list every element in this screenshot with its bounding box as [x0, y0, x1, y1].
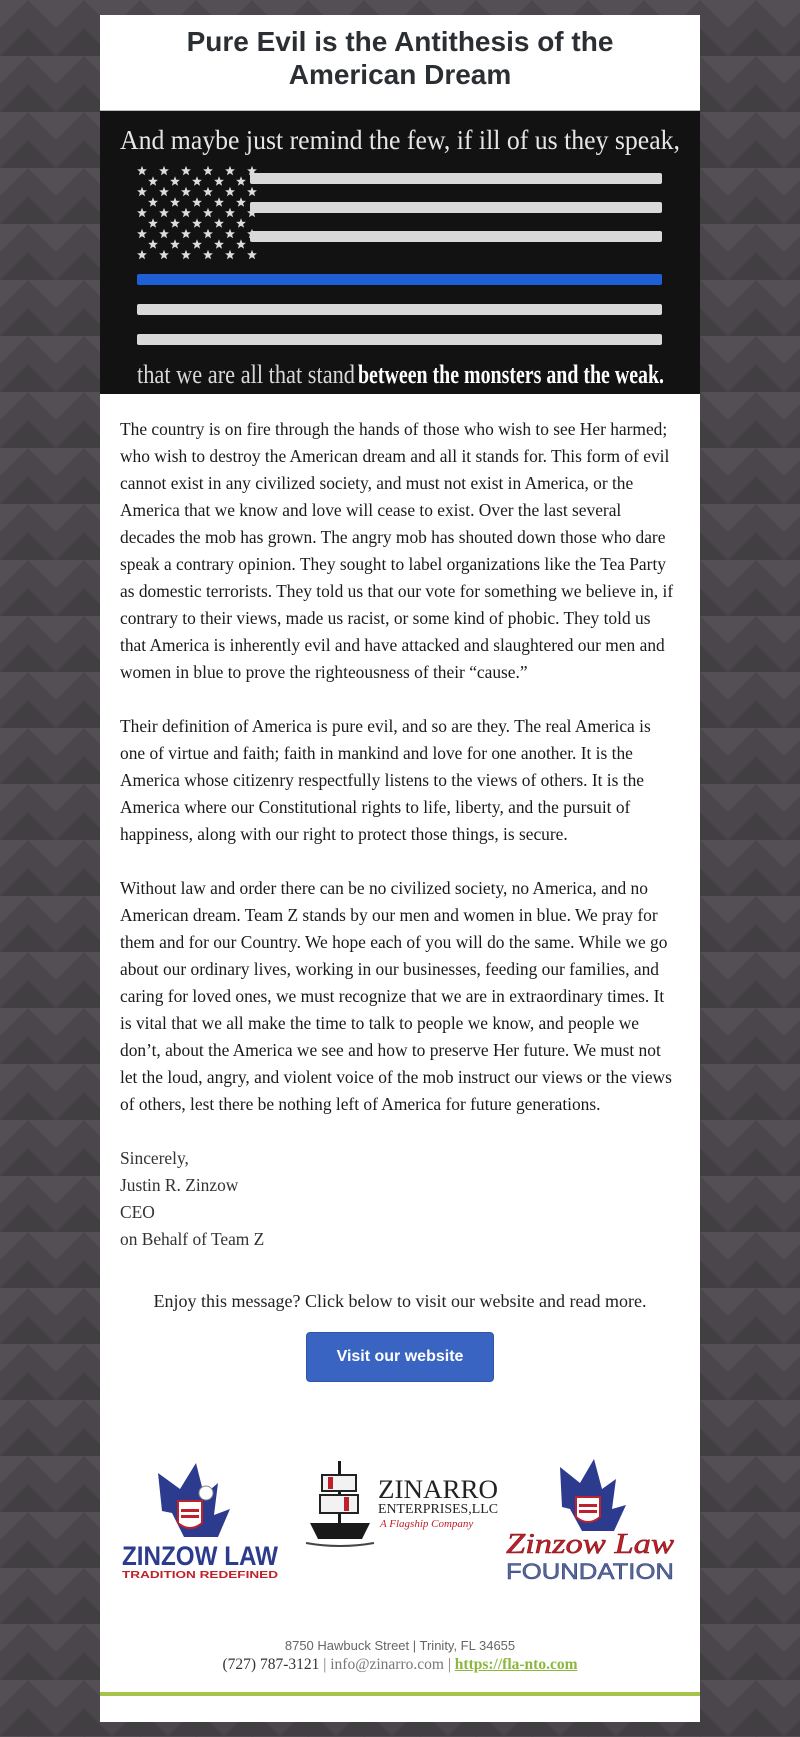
footer	[100, 1637, 700, 1675]
footer-accent-rule	[100, 1692, 700, 1696]
signature-block	[120, 1145, 680, 1253]
banner-bottom-quote-b: between the monsters and the weak.	[358, 360, 664, 389]
footer-address: 8750 Hawbuck Street | Trinity, FL 34655	[284, 1638, 516, 1653]
eagle-shield-icon	[560, 1459, 626, 1531]
cta-text: Enjoy this message? Click below to visit our website and read more.	[153, 1291, 647, 1311]
email-card	[100, 15, 700, 1722]
foundation-sub: FOUNDATION	[506, 1559, 674, 1584]
article-body	[100, 394, 700, 1382]
ship-icon	[306, 1461, 374, 1546]
foundation-name: Zinzow Law	[506, 1529, 675, 1560]
visit-website-button[interactable]: Visit our website	[306, 1332, 494, 1382]
zinarro-name: ZINARRO	[378, 1475, 498, 1504]
logo-row	[100, 1453, 700, 1598]
banner-bottom-quote-a: that we are all that stand	[137, 360, 355, 389]
signature-line: on Behalf of Team Z	[120, 1229, 265, 1249]
zinzow-law-tagline: TRADITION REDEFINED	[122, 1570, 278, 1581]
footer-phone[interactable]: (727) 787-3121	[222, 1656, 320, 1673]
zinarro-logo[interactable]	[300, 1453, 505, 1553]
banner-top-quote: And maybe just remind the few, if ill of us they speak,	[120, 125, 680, 155]
signature-line: Justin R. Zinzow	[120, 1175, 239, 1195]
eagle-shield-icon	[158, 1463, 230, 1537]
page-title: Pure Evil is the Antithesis of the American Dream	[186, 26, 614, 90]
zinarro-tagline: A Flagship Company	[380, 1518, 474, 1530]
thin-blue-line	[137, 274, 662, 285]
footer-email-link[interactable]: info@zinarro.com	[330, 1656, 444, 1673]
footer-website-link[interactable]: https://fla-nto.com	[454, 1656, 578, 1673]
paragraph: The country is on fire through the hands of those who wish to see Her harmed; who wish to destroy the American dream and all it stands for. This form of evil cannot exist in any civilized society, and must not exist in America, or the America that we know and love will cease to exist. Over the last several decades the mob has grown. The angry mob has shouted down those who dare speak a contrary opinion. They sought to label organizations like the Tea Party as domestic terrorists. They told us that our vote for something we believe in, if contrary to their views, made us racist, or some kind of phobic. They told us that America is inherently evil and have attacked and slaughtered our men and women in blue to prove the righteousness of their “cause.”	[120, 419, 674, 682]
signature-line: Sincerely,	[120, 1148, 189, 1168]
footer-separator: |	[447, 1656, 451, 1673]
footer-contact	[100, 1655, 700, 1675]
flag-banner-image	[100, 111, 700, 394]
zinarro-sub: ENTERPRISES,LLC	[378, 1502, 498, 1517]
footer-separator: |	[323, 1656, 327, 1673]
paragraph: Their definition of America is pure evil, and so are they. The real America is one of virtue and faith; faith in mankind and love for one another. It is the America whose citizenry respectfully listens to the views of others. It is the America where our Constitutional rights to life, liberty, and the pursuit of happiness, along with our right to protect those things, is secure.	[120, 716, 651, 844]
signature-line: CEO	[120, 1202, 155, 1222]
zinzow-law-name: ZINZOW LAW	[122, 1541, 279, 1571]
zinzow-law-foundation-logo[interactable]	[500, 1453, 680, 1593]
paragraph: Without law and order there can be no civilized society, no America, and no American dream. Team Z stands by our men and women in blue. We pray for them and for our Country. We hope each of you will do the same. While we go about our ordinary lives, working in our businesses, feeding our families, and caring for loved ones, we must recognize that we are in extraordinary times. It is vital that we all make the time to talk to people we know, and people we don’t, about the America we see and how to preserve Her future. We must not let the loud, angry, and violent voice of the mob instruct our views or the views of others, lest there be nothing left of America for future generations.	[120, 878, 672, 1114]
zinzow-law-logo[interactable]	[118, 1453, 283, 1593]
